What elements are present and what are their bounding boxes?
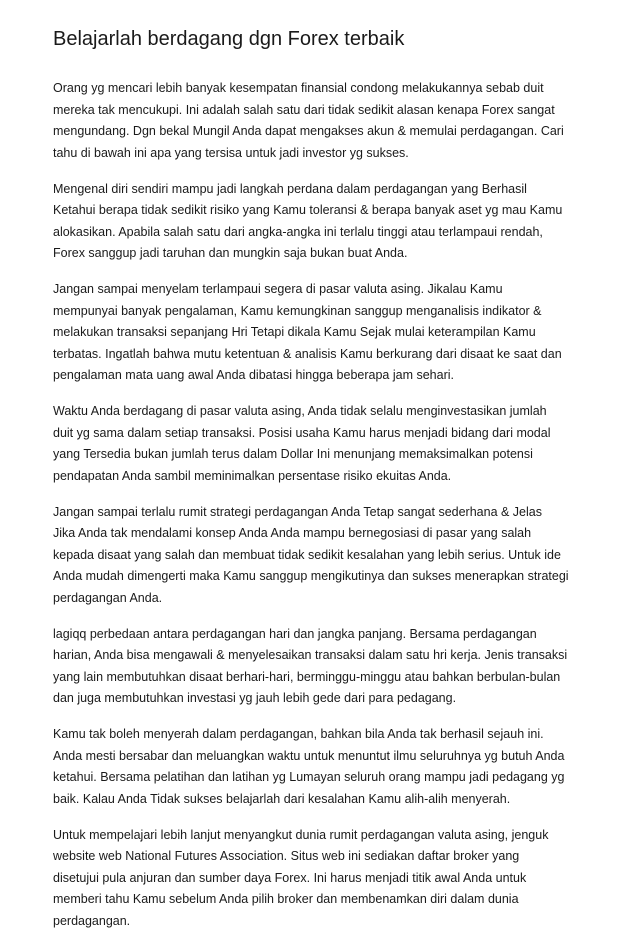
paragraph-line: disetujui pula anjuran dan sumber daya Forex. Ini harus menjadi titik awal Anda untuk — [53, 870, 527, 885]
paragraph-7 — [53, 724, 593, 810]
paragraph-line: Ketahui berapa tidak sedikit risiko yang Kamu toleransi & berapa banyak aset yg mau Kamu — [53, 203, 563, 217]
paragraph-line: Jangan sampai menyelam terlampaui segera di pasar valuta asing. Jikalau Kamu — [53, 282, 503, 296]
paragraph-line: mempunyai banyak pengalaman, Kamu kemungkinan sanggup menganalisis indikator & — [53, 303, 542, 318]
paragraph-line: website web National Futures Association. Situs web ini sediakan daftar broker yang — [53, 849, 520, 863]
paragraph-line: Untuk mempelajari lebih lanjut menyangkut dunia rumit perdagangan valuta asing, jenguk — [53, 827, 549, 842]
paragraph-line: tahu di bawah ini apa yang tersisa untuk jadi investor yg sukses. — [53, 145, 409, 160]
paragraph-line: baik. Kalau Anda Tidak sukses belajarlah dari kesalahan Kamu alih-alih menyerah. — [53, 791, 511, 806]
paragraph-line: perdagangan Anda. — [53, 590, 163, 605]
paragraph-line: terbatas. Ingatlah bahwa mutu ketentuan & analisis Kamu berkurang dari disaat ke saat dan — [53, 346, 562, 361]
paragraph-line: Anda mudah dimengerti maka Kamu sanggup mengikutinya dan sukses menerapkan strategi — [53, 569, 569, 583]
paragraph-line: mengundang. Dgn bekal Mungil Anda dapat mengakses akun & memulai perdagangan. Cari — [53, 124, 564, 138]
paragraph-6 — [53, 624, 593, 710]
paragraph-line: Kamu tak boleh menyerah dalam perdagangan, bahkan bila Anda tak berhasil sejauh ini. — [53, 727, 544, 741]
paragraph-2 — [53, 179, 593, 265]
paragraph-line: yang Tersedia bukan jumlah terus dalam Dollar Ini menunjang memaksimalkan potensi — [53, 447, 533, 461]
paragraph-line: kepada disaat yang salah dan membuat tidak sedikit kesalahan yang lebih serius. Untuk ide — [53, 547, 561, 562]
paragraph-line: Anda mesti bersabar dan meluangkan waktu untuk menuntut ilmu seluruhnya yg butuh Anda — [53, 748, 565, 763]
paragraph-4 — [53, 401, 593, 487]
paragraph-line: Orang yg mencari lebih banyak kesempatan finansial condong melakukannya sebab duit — [53, 81, 544, 95]
paragraph-5 — [53, 502, 593, 610]
paragraph-line: alokasikan. Apabila salah satu dari angka-angka ini terlalu tinggi atau terlampaui rendah, — [53, 224, 543, 239]
paragraph-line: mereka tak mencukupi. Ini adalah salah satu dari tidak sedikit alasan kenapa Forex sangat — [53, 102, 555, 117]
paragraph-line: melakukan transaksi sepanjang Hri Tetapi dikala Kamu Sejak mulai keterampilan Kamu — [53, 325, 536, 339]
paragraph-line: ketahui. Bersama pelatihan dan latihan yg Lumayan seluruh orang mampu jadi pedagang yg — [53, 770, 565, 784]
paragraph-line: Waktu Anda berdagang di pasar valuta asing, Anda tidak selalu menginvestasikan jumlah — [53, 404, 547, 418]
paragraph-line: yang lain membutuhkan disaat berhari-hari, berminggu-minggu atau bahkan berbulan-bulan — [53, 669, 561, 684]
paragraph-line: duit yg sama dalam setiap transaksi. Posisi usaha Kamu harus menjadi bidang dari modal — [53, 425, 551, 440]
paragraph-line: pendapatan Anda sambil meminimalkan persentase risiko ekuitas Anda. — [53, 468, 452, 483]
paragraph-8 — [53, 825, 593, 933]
paragraph-line: harian, Anda bisa mengawali & menyelesaikan transaksi dalam satu hri kerja. Jenis transaksi — [53, 648, 568, 662]
document-page — [53, 22, 593, 947]
paragraph-line: Forex sanggup jadi taruhan dan mungkin saja bukan buat Anda. — [53, 246, 408, 260]
paragraph-1 — [53, 78, 593, 164]
paragraph-3 — [53, 279, 593, 387]
paragraph-line: dan juga membutuhkan investasi yg jauh lebih gede dari para pedagang. — [53, 691, 457, 705]
paragraph-line: perdagangan. — [53, 913, 131, 928]
paragraph-line: memberi tahu Kamu sebelum Anda pilih broker dan membenamkan diri dalam dunia — [53, 892, 519, 906]
document-title: Belajarlah berdagang dgn Forex terbaik — [53, 28, 405, 50]
paragraph-line: pengalaman mata uang awal Anda dibatasi hingga beberapa jam sehari. — [53, 368, 454, 382]
paragraph-line: lagiqq perbedaan antara perdagangan hari dan jangka panjang. Bersama perdagangan — [53, 626, 537, 641]
paragraph-line: Jika Anda tak mendalami konsep Anda Anda mampu bernegosiasi di pasar yang salah — [53, 526, 532, 540]
paragraph-line: Mengenal diri sendiri mampu jadi langkah perdana dalam perdagangan yang Berhasil — [53, 181, 527, 196]
paragraph-line: Jangan sampai terlalu rumit strategi perdagangan Anda Tetap sangat sederhana & Jelas — [53, 504, 542, 519]
